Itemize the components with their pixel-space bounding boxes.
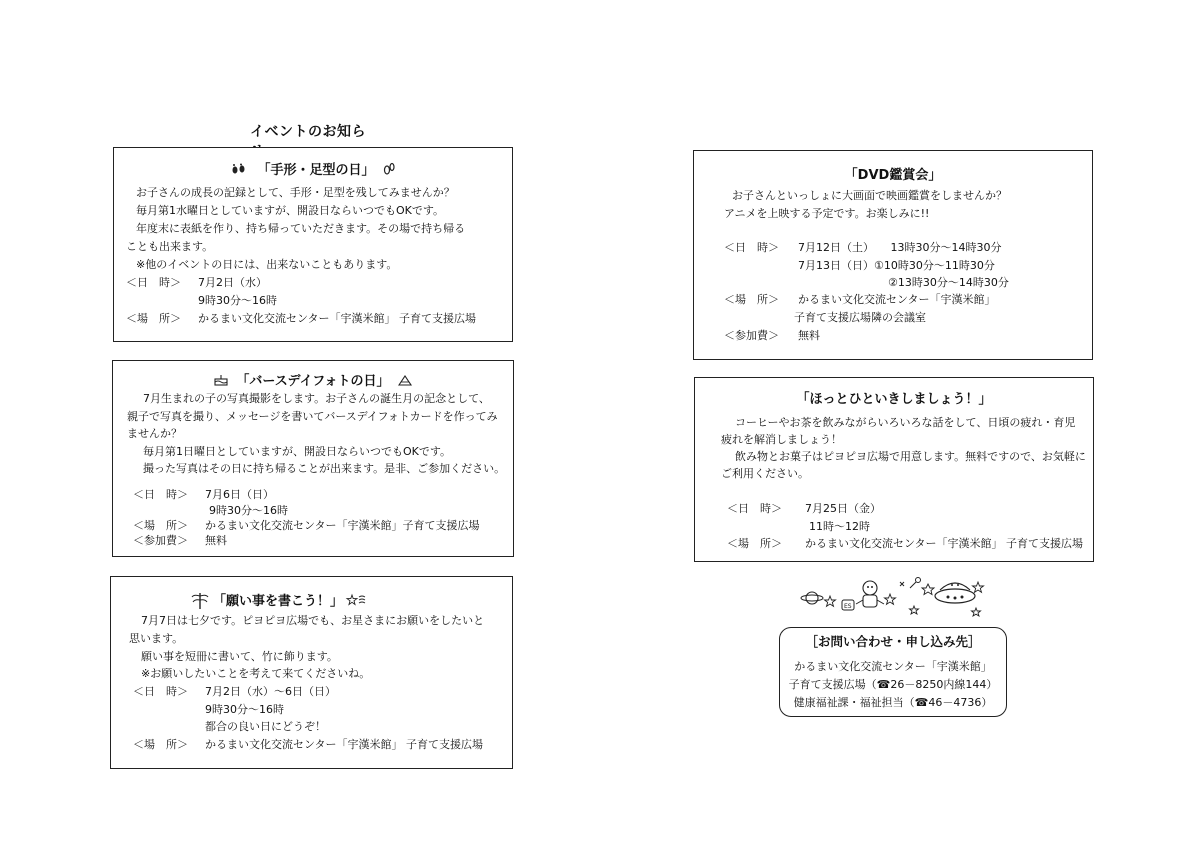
- event-title: 「DVD鑑賞会」: [844, 168, 942, 183]
- fee-label: ＜参加費＞: [133, 534, 188, 547]
- contact-title: ［お問い合わせ・申し込み先］: [805, 634, 981, 649]
- event-text: 撮った写真はその日に持ち帰ることが出来ます。是非、ご参加ください。: [143, 462, 506, 475]
- date-label: ＜日 時＞: [126, 276, 181, 289]
- event-title: 「バースデイフォトの日」: [113, 370, 513, 390]
- date-label: ＜日 時＞: [133, 685, 188, 698]
- star-icon: [347, 594, 367, 610]
- date-value: 7月6日（日）: [205, 488, 274, 501]
- place-label: ＜場 所＞: [727, 537, 782, 550]
- event-text: 毎月第1日曜日としていますが、開設日ならいつでもOKです。: [143, 445, 451, 458]
- svg-text:ES: ES: [844, 603, 852, 610]
- bamboo-icon: [191, 591, 209, 613]
- date-label: ＜日 時＞: [727, 502, 782, 515]
- event-title: 「手形・足型の日」: [114, 159, 512, 180]
- place-label: ＜場 所＞: [133, 738, 188, 751]
- event-text: 7月生まれの子の写真撮影をします。お子さんの誕生月の記念として、: [143, 392, 490, 405]
- footprints-icon: [383, 162, 395, 180]
- time-value: 9時30分～16時: [209, 504, 288, 517]
- date-value: 7月2日（水）～6日（日）: [205, 685, 336, 698]
- event-text: コーヒーやお茶を飲みながらいろいろな話をして、日頃の疲れ・育児: [735, 416, 1076, 429]
- event-text: 思います。: [129, 632, 184, 645]
- event-text: 疲れを解消しましょう！: [721, 433, 842, 446]
- cake-icon: [214, 374, 228, 390]
- place-label: ＜場 所＞: [133, 519, 188, 532]
- event-text: 親子で写真を撮り、メッセージを書いてバースデイフォトカードを作ってみ: [127, 410, 498, 423]
- event-text: アニメを上映する予定です。お楽しみに!!: [724, 207, 930, 220]
- event-text: 飲み物とお菓子はピヨピヨ広場で用意します。無料ですので、お気軽に: [735, 450, 1086, 463]
- event-handprint: [113, 147, 513, 342]
- event-text: お子さんの成長の記録として、手形・足型を残してみませんか？: [136, 186, 455, 199]
- page-title: イベントのお知ら: [250, 124, 366, 140]
- contact-line: 健康福祉課・福祉担当（☎46－4736）: [793, 696, 993, 709]
- contact-box: [779, 627, 1007, 717]
- time-value: 9時30分～16時: [205, 703, 284, 716]
- date-value: 7月25日（金）: [805, 502, 881, 515]
- place-label: ＜場 所＞: [126, 312, 181, 325]
- event-text: ※他のイベントの日には、出来ないこともあります。: [136, 258, 398, 271]
- fee-label: ＜参加費＞: [724, 329, 779, 342]
- event-dvd-screening: [693, 150, 1093, 360]
- event-text: 年度末に表紙を作り、持ち帰っていただきます。その場で持ち帰る: [136, 222, 466, 235]
- time-value: ②13時30分～14時30分: [888, 276, 1009, 289]
- event-title: 「願い事を書こう！」: [191, 590, 512, 613]
- event-text: ご利用ください。: [721, 467, 809, 480]
- date-value: 7月12日（土） 13時30分～14時30分: [798, 241, 1002, 254]
- event-text: ませんか？: [127, 427, 182, 440]
- place-value: かるまい文化交流センター「宇漢米館」子育て支援広場: [205, 519, 480, 532]
- place-value: かるまい文化交流センター「宇漢米館」 子育て支援広場: [198, 312, 477, 325]
- date-value: 7月2日（水）: [198, 276, 267, 289]
- fee-value: 無料: [798, 329, 820, 342]
- place-value: かるまい文化交流センター「宇漢米館」 子育て支援広場: [805, 537, 1084, 550]
- note-value: 都合の良い日にどうぞ！: [205, 720, 326, 733]
- time-value: 9時30分～16時: [198, 294, 277, 307]
- cake-icon: [398, 374, 412, 390]
- event-relax-time: [694, 377, 1094, 562]
- date-value: 7月13日（日）①10時30分～11時30分: [798, 259, 995, 272]
- event-tanabata-wish: [110, 576, 513, 769]
- contact-line: 子育て支援広場（☎26－8250内線144）: [788, 678, 998, 691]
- event-birthday-photo: [112, 360, 514, 557]
- event-text: ※お願いしたいことを考えて来てくださいね。: [141, 667, 371, 680]
- date-label: ＜日 時＞: [133, 488, 188, 501]
- event-text: 毎月第1水曜日としていますが、開設日ならいつでもOKです。: [136, 204, 444, 217]
- contact-line: かるまい文化交流センター「宇漢米館」: [794, 660, 992, 673]
- place-value: 子育て支援広場隣の会議室: [794, 311, 926, 324]
- event-text: 願い事を短冊に書いて、竹に飾ります。: [141, 650, 338, 663]
- place-label: ＜場 所＞: [724, 293, 779, 306]
- event-text: 7月7日は七夕です。ピヨピヨ広場でも、お星さまにお願いをしたいと: [141, 614, 485, 627]
- space-illustration: [800, 574, 985, 618]
- fee-value: 無料: [205, 534, 227, 547]
- event-text: お子さんといっしょに大画面で映画鑑賞をしませんか？: [732, 189, 1007, 202]
- footprints-icon: [231, 163, 249, 179]
- event-text: ことも出来ます。: [126, 240, 214, 253]
- time-value: 11時～12時: [809, 520, 870, 533]
- place-value: かるまい文化交流センター「宇漢米館」 子育て支援広場: [205, 738, 484, 751]
- place-value: かるまい文化交流センター「宇漢米館」: [798, 293, 996, 306]
- date-label: ＜日 時＞: [724, 241, 779, 254]
- event-title: 「ほっとひといきしましょう！」: [796, 392, 992, 407]
